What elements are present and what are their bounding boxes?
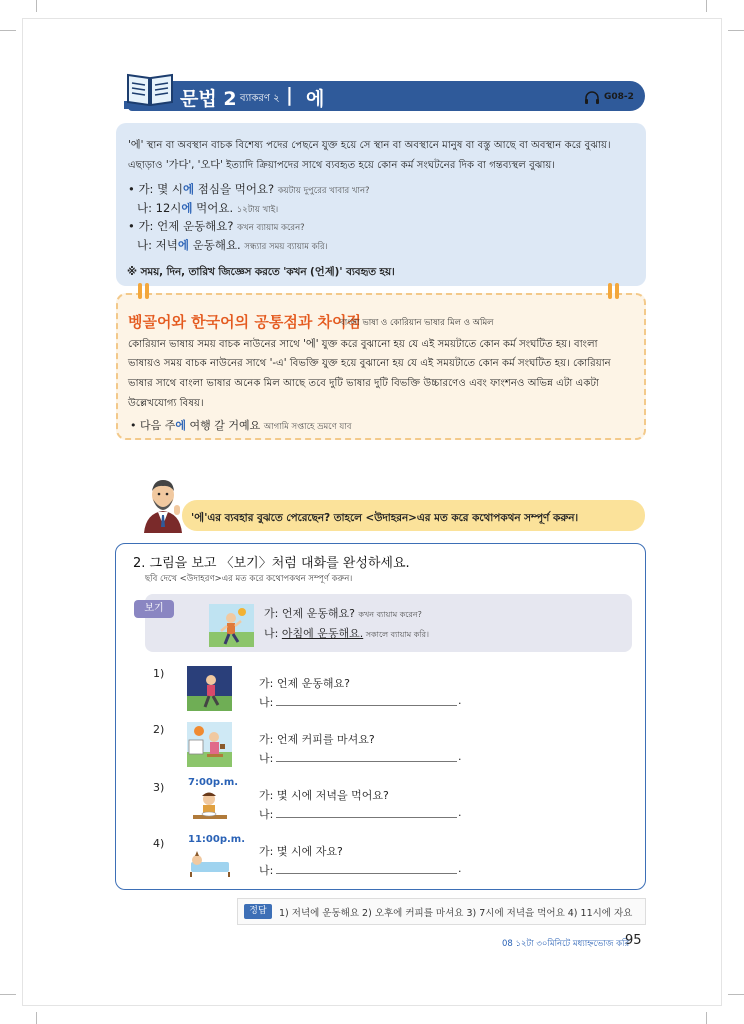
tip-text: '에'এর ব্যবহার বুঝতে পেরেছেন? তাহলে <উদাহরন>এর মত করে কথোপকথন সম্পূর্ণ করুন।	[191, 512, 579, 524]
item-question: 가: 언제 운동해요?	[259, 677, 350, 690]
comparison-title: 벵골어와 한국어의 공통점과 차이점	[128, 313, 362, 331]
crop-mark	[0, 994, 16, 995]
tab-marker	[138, 283, 152, 299]
comparison-text: ভাষার সাথে বাংলা ভাষার অনেক মিল আছে তবে দুটি ভাষার দুটি বিভক্তি উচ্চারণেও এবং ফাংশনও অভিন্ন এটা একটা	[128, 378, 600, 389]
section-title: 문법 2	[180, 88, 237, 110]
grammar-description: এছাড়াও '가다', '오다' ইত্যাদি ক্রিয়াপদের সাথে ব্যবহৃত হয়ে কোন কর্ম সংঘটনের দিক বা গন্তব্যস্থল বুঝায়।	[128, 160, 556, 171]
crop-mark	[728, 994, 744, 995]
example-tag: 보기	[134, 600, 174, 618]
section-subtitle: ব্যাকরণ ২	[240, 93, 280, 104]
answer-period: .	[458, 750, 462, 763]
dinner-picture	[187, 790, 232, 824]
crop-mark	[36, 1012, 37, 1024]
exercise-title: 2. 그림을 보고 〈보기〉처럼 대화를 완성하세요.	[133, 556, 410, 571]
answer-key-label: 정답	[244, 904, 272, 919]
comparison-text: কোরিয়ান ভাষায় সময় বাচক নাউনের সাথে '에' যুক্ত করে বুঝানো হয় যে এই সময়টাতে কোন কর্ম সংঘটিত হয়। বাংলা	[128, 339, 598, 350]
page-number: 95	[625, 933, 642, 948]
item-number: 4)	[153, 837, 165, 850]
example-question: 가: 언제 운동해요? কখন ব্যায়াম করেন?	[264, 607, 422, 620]
item-number: 1)	[153, 667, 165, 680]
comparison-text: ভাষায়ও সময় বাচক নাউনের সাথে '-এ' বিভক্তি যুক্ত হয়ে বুঝানো হয় যে এই সময়টাতে কোন কর্ম সংঘটিত হয়। কোরিয়ান	[128, 358, 611, 369]
item-number: 3)	[153, 781, 165, 794]
afternoon-coffee-picture	[187, 722, 232, 767]
example-line: 나: 12시에 먹어요. ১২টায় খাই।	[137, 201, 279, 215]
crop-mark	[36, 0, 37, 12]
answer-key-text: 1) 저녁에 운동해요 2) 오후에 커피를 마셔요 3) 7시에 저녁을 먹어요 4) 11시에 자요	[279, 908, 633, 919]
answer-blank[interactable]	[276, 761, 457, 762]
crop-mark	[728, 30, 744, 31]
example-line: 나: 저녁에 운동해요. সন্ধ্যার সময় ব্যায়াম করি।	[137, 238, 328, 252]
comparison-example: • 다음 주에 여행 갈 거예요 আগামি সপ্তাহে ভ্রমণে যাব	[130, 419, 352, 432]
example-line: • 가: 몇 시에 점심을 먹어요? কয়টায় দুপুরের খাবার খান?	[128, 182, 370, 196]
item-question: 가: 언제 커피를 마셔요?	[259, 733, 375, 746]
item-answer-prefix: 나:	[259, 808, 274, 821]
answer-period: .	[458, 694, 462, 707]
item-question: 가: 몇 시에 자요?	[259, 845, 343, 858]
crop-mark	[706, 1012, 707, 1024]
answer-blank[interactable]	[276, 705, 457, 706]
example-line: • 가: 언제 운동해요? কখন ব্যায়াম করেন?	[128, 219, 305, 233]
answer-blank[interactable]	[276, 817, 457, 818]
answer-period: .	[458, 806, 462, 819]
headphones-icon[interactable]	[584, 91, 600, 105]
sleeping-picture	[187, 848, 232, 878]
comparison-subtitle: বাংলা ভাষা ও কোরিয়ান ভাষার মিল ও অমিল	[340, 318, 494, 328]
audio-track-code: G08-2	[604, 92, 634, 102]
time-label: 7:00p.m.	[188, 777, 239, 788]
morning-exercise-picture	[209, 604, 254, 647]
grammar-note: ※ সময়, দিন, তারিখ জিজ্ঞেস করতে 'কখন (언제)' ব্যবহৃত হয়।	[127, 266, 395, 278]
grammar-description: '에' স্থান বা অবস্থান বাচক বিশেষ্য পদের পেছনে যুক্ত হয়ে সে স্থান বা অবস্থানে মানুষ বা বস্তু আছে বা অবস্থান করে বুঝায়।	[128, 140, 611, 151]
crop-mark	[0, 30, 16, 31]
night-exercise-picture	[187, 666, 232, 711]
item-answer-prefix: 나:	[259, 752, 274, 765]
item-answer-prefix: 나:	[259, 696, 274, 709]
teacher-illustration	[140, 475, 186, 533]
answer-period: .	[458, 862, 462, 875]
grammar-topic: 에	[306, 88, 325, 110]
comparison-text: উল্লেখযোগ্য বিষয়।	[128, 398, 204, 409]
answer-blank[interactable]	[276, 873, 457, 874]
item-question: 가: 몇 시에 저녁을 먹어요?	[259, 789, 389, 802]
title-separator: |	[286, 84, 293, 106]
example-answer: 나: 아침에 운동해요. সকালে ব্যায়াম করি।	[264, 627, 429, 640]
exercise-subtitle: ছবি দেখে <উদাহরণ>এর মত করে কথোপকথন সম্পূর্ণ করুন।	[145, 574, 353, 584]
crop-mark	[706, 0, 707, 12]
tab-marker	[608, 283, 622, 299]
chapter-footer: 08 ১২টা ৩০মিনিটে মধ্যাহ্নভোজ করি	[502, 939, 630, 949]
book-icon	[124, 71, 176, 111]
item-answer-prefix: 나:	[259, 864, 274, 877]
time-label: 11:00p.m.	[188, 834, 246, 845]
item-number: 2)	[153, 723, 165, 736]
